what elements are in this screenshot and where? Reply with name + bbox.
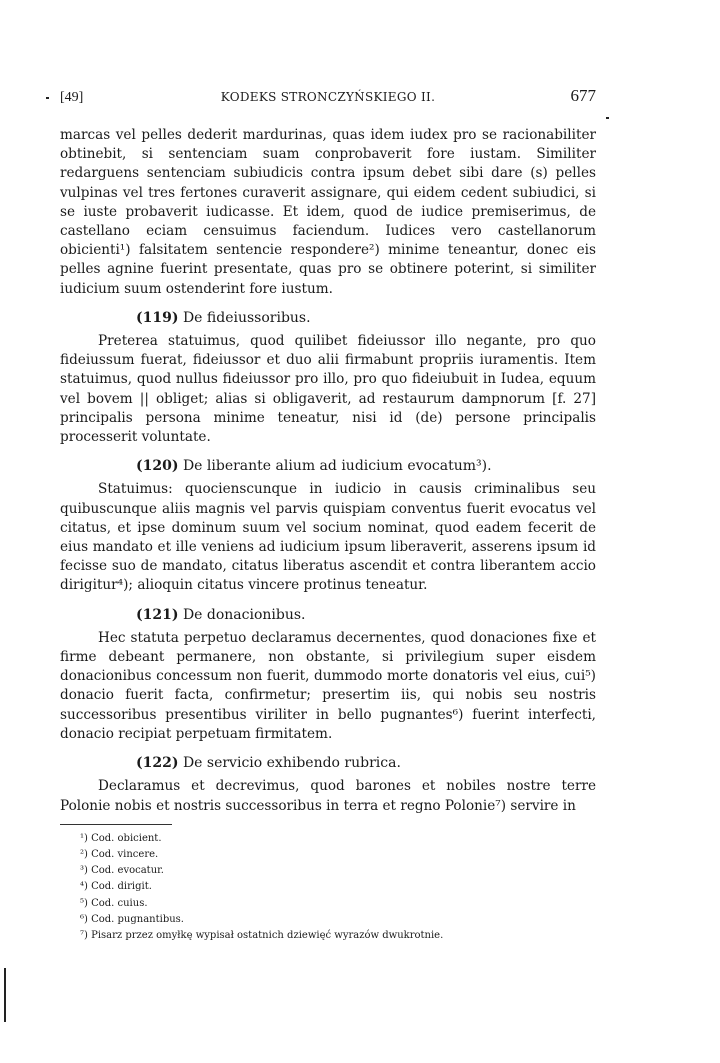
- section-marker: [49]: [60, 90, 84, 105]
- section-paragraph: Hec statuta perpetuo declaramus decernentes, quod donaciones fixe et firme debeant permanere, non obstante, si privilegium super eisdem donacionibus concessum non fuerit, dummodo morte donatoris vel eius, cui⁵) donacio fuerit facta, confirmetur; presertim iis, qui nobis seu nostris successoribus presentibus viriliter in bello pugnantes⁶) fuerint interfecti, donacio recipiat perpetuam firmitatem.: [60, 629, 596, 742]
- body-text: [60, 126, 596, 816]
- document-page: [60, 86, 596, 944]
- scan-dot-mark: [606, 117, 609, 119]
- section-number: (122): [136, 755, 179, 772]
- section-title: De servicio exhibendo rubrica.: [182, 755, 401, 772]
- section-number: (119): [136, 309, 179, 326]
- scan-edge-mark: [4, 968, 6, 1022]
- section-number: (120): [136, 458, 179, 475]
- footnote: ⁷) Pisarz przez omyłkę wypisał ostatnich dziewięć wyrazów dwukrotnie.: [80, 929, 444, 941]
- section-title: De liberante alium ad iudicium evocatum³).: [182, 458, 492, 475]
- section-heading: [136, 754, 596, 773]
- section-paragraph: Statuimus: quocienscunque in iudicio in causis criminalibus seu quibuscunque aliis magnis vel parvis quispiam conventus fuerit evocatus vel citatus, et ipse dominum suum vel socium nominat, quod eadem fecerit de eius mandato et ille veniens ad iudicium ipsum liberaverit, asserens ipsum id fecisse suo de mandato, citatus liberatus ascendit et contra liberantem accio dirigitur⁴); alioquin citatus vincere protinus teneatur.: [60, 481, 596, 594]
- section-number: (121): [136, 606, 179, 623]
- footnote: ⁶) Cod. pugnantibus.: [80, 913, 184, 925]
- section-paragraph: Declaramus et decrevimus, quod barones et nobiles nostre terre Polonie nobis et nostris successoribus in terra et regno Polonie⁷) servire in: [60, 778, 596, 814]
- running-header: [60, 86, 596, 112]
- section-heading: [136, 457, 596, 476]
- section-heading: [136, 309, 596, 328]
- footnote: ¹) Cod. obicient.: [80, 832, 162, 844]
- footnote: ³) Cod. evocatur.: [80, 865, 164, 877]
- intro-paragraph: marcas vel pelles dederit mardurinas, quas idem iudex pro se racionabiliter obtinebit, si sentenciam suam conprobaverit fore iustam. Similiter redarguens sentenciam subiudicis contra ipsum debet sibi dare (s) pelles vulpinas vel tres fertones curaverit assignare, qui eidem cedent subiudici, si se iuste probaverit iudicasse. Et idem, quod de iudice premiserimus, de castellano eciam censuimus faciendum. Iudices vero castellanorum obicienti¹) falsitatem sentencie respondere²) minime teneantur, donec eis pelles agnine fuerint presentate, quas pro se obtinere poterint, si similiter iudicium suum ostenderint fore iustum.: [60, 127, 596, 297]
- footnote: ⁵) Cod. cuius.: [80, 897, 148, 909]
- page-number: 677: [570, 86, 596, 105]
- footnote-rule: [60, 824, 172, 825]
- section-paragraph: Preterea statuimus, quod quilibet fideiussor illo negante, pro quo fideiussum fuerat, fideiussor et duo alii firmabunt propriis iuramentis. Item statuimus, quod nullus fideiussor pro illo, pro quo fideiubuit in Iudea, equum vel bovem || obliget; alias si obligaverit, ad restaurum dampnorum [f. 27] principalis persona minime teneatur, nisi id (de) persone principalis processerit voluntate.: [60, 333, 596, 446]
- footnotes: [60, 831, 596, 944]
- section-title: De donacionibus.: [182, 606, 306, 623]
- running-title: KODEKS STRONCZYŃSKIEGO II.: [220, 90, 436, 104]
- scan-dot-mark: [46, 97, 49, 99]
- section-title: De fideiussoribus.: [182, 309, 311, 326]
- footnote: ²) Cod. vincere.: [80, 848, 159, 860]
- footnote: ⁴) Cod. dirigit.: [80, 881, 152, 893]
- section-heading: [136, 606, 596, 625]
